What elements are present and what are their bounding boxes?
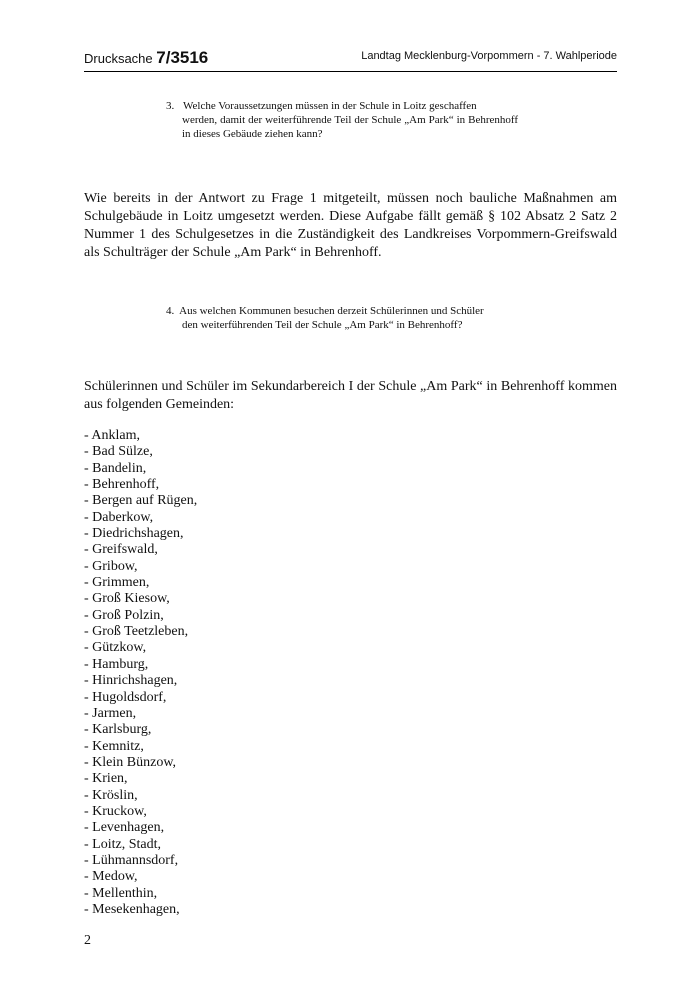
list-item: - Krien, bbox=[84, 771, 128, 787]
question-3 bbox=[166, 99, 518, 141]
list-item: - Gützkow, bbox=[84, 640, 147, 656]
question-4 bbox=[166, 304, 518, 332]
list-item: - Lühmannsdorf, bbox=[84, 852, 179, 868]
list-item: - Daberkow, bbox=[84, 509, 154, 525]
municipality-list bbox=[84, 428, 197, 918]
list-item: - Kröslin, bbox=[84, 787, 138, 803]
list-item: - Kruckow, bbox=[84, 803, 147, 819]
answer-3: Wie bereits in der Antwort zu Frage 1 mitgeteilt, müssen noch bauliche Maßnahmen am Schulgebäude in Loitz umgesetzt werden. Diese Aufgabe fällt gemäß § 102 Absatz 2 Satz 2 Nummer 1 des Schulgesetzes in die Zuständigkeit des Landkreises Vorpommern-Greifswald als Schulträger der Schule „Am Park“ in Behrenhoff. bbox=[84, 191, 617, 260]
list-item: - Groß Kiesow, bbox=[84, 591, 170, 607]
list-item: - Mesekenhagen, bbox=[84, 901, 180, 917]
list-item: - Hugoldsdorf, bbox=[84, 689, 167, 705]
list-item: - Greifswald, bbox=[84, 542, 158, 558]
list-item: - Kemnitz, bbox=[84, 738, 144, 754]
list-item: - Groß Polzin, bbox=[84, 607, 164, 623]
list-item: - Levenhagen, bbox=[84, 820, 165, 836]
list-item: - Klein Bünzow, bbox=[84, 754, 177, 770]
list-item: - Loitz, Stadt, bbox=[84, 836, 161, 852]
list-item: - Groß Teetzleben, bbox=[84, 624, 189, 640]
doc-label: Drucksache bbox=[84, 51, 153, 66]
doc-number: 7/3516 bbox=[156, 48, 209, 67]
list-item: - Medow, bbox=[84, 869, 138, 885]
list-item: - Bandelin, bbox=[84, 460, 147, 476]
list-item: - Karlsburg, bbox=[84, 722, 152, 738]
question-4-line-2: den weiterführenden Teil der Schule „Am Park“ in Behrenhoff? bbox=[182, 319, 463, 331]
list-item: - Diedrichshagen, bbox=[84, 526, 184, 542]
question-3-number: 3. bbox=[166, 100, 175, 112]
list-item: - Bergen auf Rügen, bbox=[84, 493, 198, 509]
list-item: - Hamburg, bbox=[84, 656, 149, 672]
list-item: - Behrenhoff, bbox=[84, 477, 160, 493]
list-item: - Hinrichshagen, bbox=[84, 673, 178, 689]
list-item: - Anklam, bbox=[84, 428, 140, 443]
question-3-first-line: Welche Voraussetzungen müssen in der Schule in Loitz geschaffen bbox=[183, 100, 477, 112]
question-3-continuation: werden, damit der weiterführende Teil der Schule „Am Park“ in Behrenhoff in dieses Gebäude ziehen kann? bbox=[182, 114, 518, 140]
header-divider bbox=[84, 71, 617, 72]
list-item: - Jarmen, bbox=[84, 705, 137, 721]
document-reference bbox=[84, 48, 208, 68]
page-header bbox=[84, 40, 617, 74]
question-4-line-1: 4. Aus welchen Kommunen besuchen derzeit Schülerinnen und Schüler bbox=[166, 305, 484, 317]
parliament-label: Landtag Mecklenburg-Vorpommern - 7. Wahlperiode bbox=[361, 50, 617, 62]
list-item: - Gribow, bbox=[84, 558, 138, 574]
page-number: 2 bbox=[84, 933, 91, 948]
list-item: - Mellenthin, bbox=[84, 885, 158, 901]
answer-4: Schülerinnen und Schüler im Sekundarbereich I der Schule „Am Park“ in Behrenhoff kommen aus folgenden Gemeinden: bbox=[84, 379, 617, 412]
list-item: - Bad Sülze, bbox=[84, 444, 153, 460]
list-item: - Grimmen, bbox=[84, 575, 150, 591]
